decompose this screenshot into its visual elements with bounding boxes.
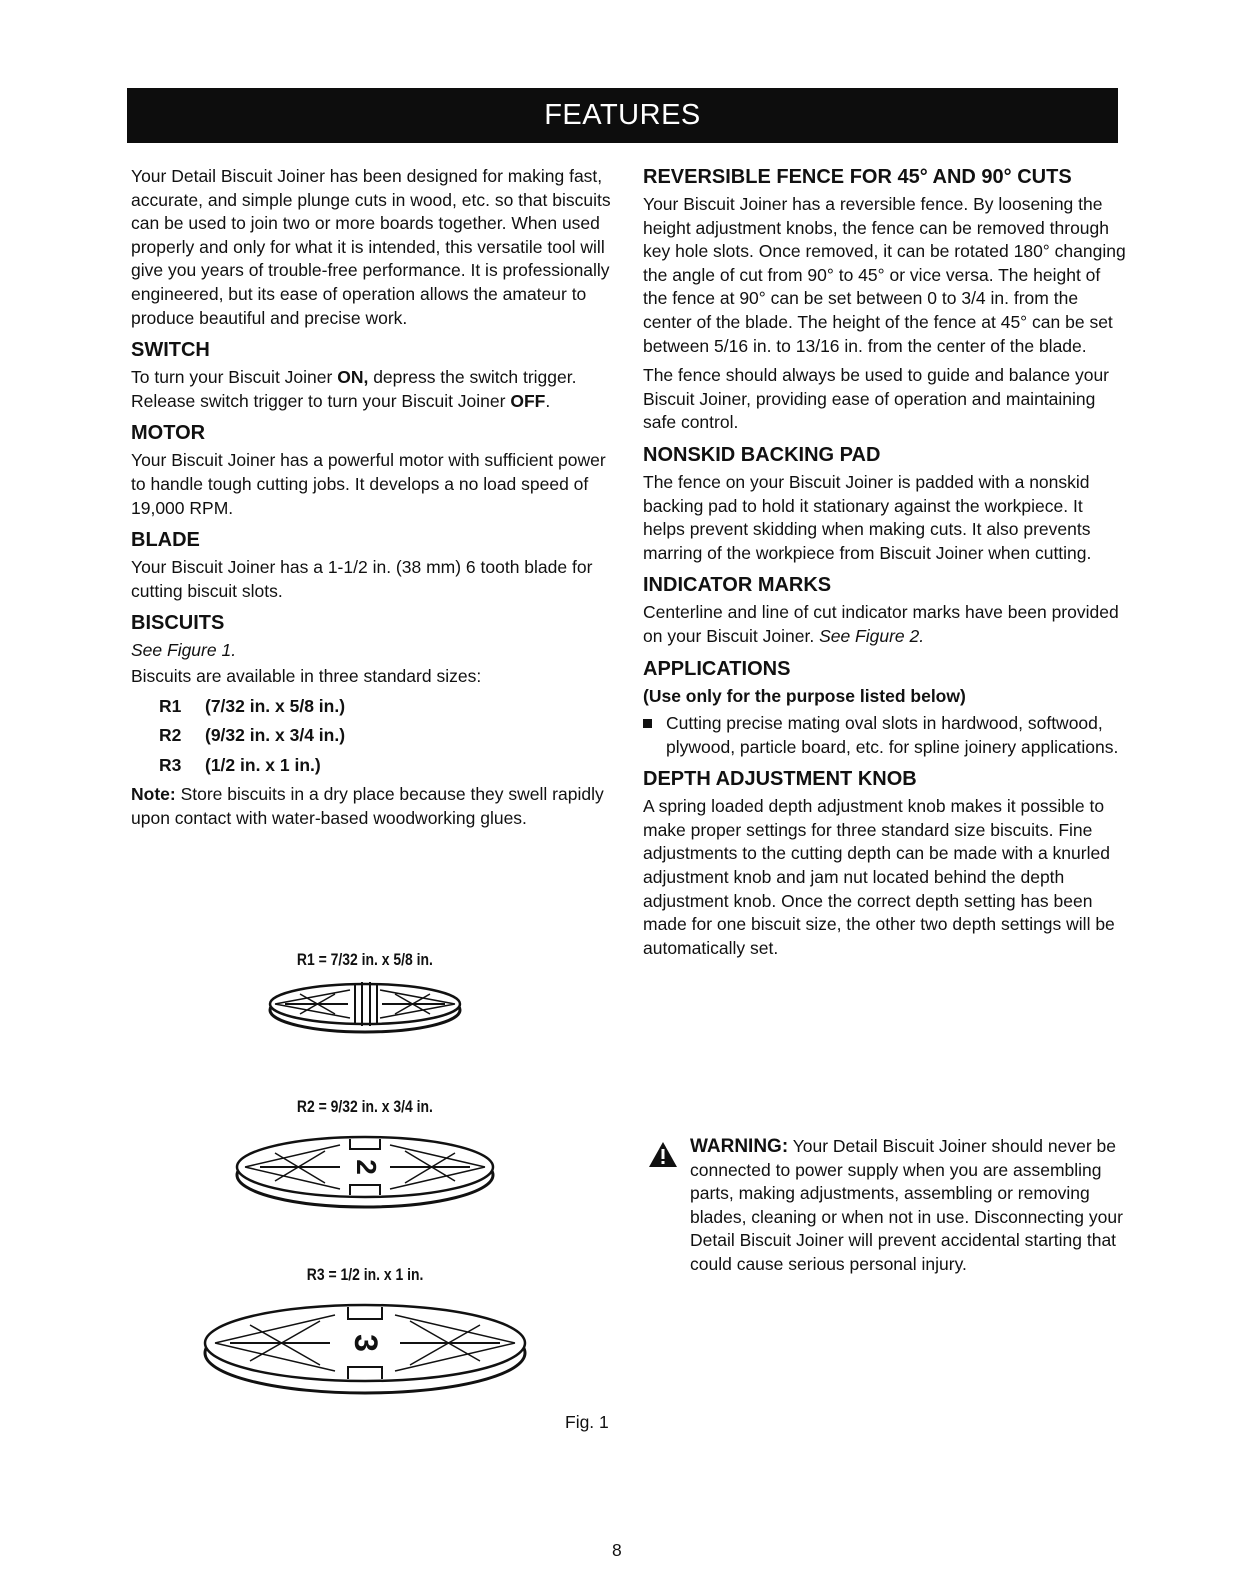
- nonskid-paragraph: The fence on your Biscuit Joiner is padded with a nonskid backing pad to hold it stationary against the workpiece. It helps prevent skidding when making cuts. It also prevents marring of the workpiece from Biscuit Joiner when cutting.: [643, 471, 1092, 563]
- intro-paragraph: Your Detail Biscuit Joiner has been designed for making fast, accurate, and simple plunge cuts in wood, etc. so that biscuits can be used to join two or more boards together. When used properly and only for what it is intended, this versatile tool will give you years of trouble-free performance. It is professionally engineered, but its ease of operation allows the amateur to produce beautiful and precise work.: [131, 166, 611, 328]
- applications-heading: APPLICATIONS: [643, 657, 791, 680]
- depth-paragraph: A spring loaded depth adjustment knob makes it possible to make proper settings for three standard size biscuits. Fine adjustments to the cutting depth can be made with a knurled adjustment knob and jam nut located behind the depth adjustment knob. Once the correct depth setting has been made for one biscuit size, the other two depth settings will be automatically set.: [643, 796, 1115, 958]
- biscuit-r1-illustration: [200, 970, 530, 1040]
- figure-caption-r1: R1 = 7/32 in. x 5/8 in.: [297, 950, 433, 969]
- switch-heading: SWITCH: [131, 339, 210, 362]
- features-banner: FEATURES: [127, 88, 1118, 143]
- list-item: R3 (1/2 in. x 1 in.): [159, 754, 321, 775]
- biscuits-see-figure: See Figure 1.: [131, 640, 237, 661]
- applications-bullet: Cutting precise mating oval slots in hardwood, softwood, plywood, particle board, etc. for spline joinery applications.: [643, 712, 1128, 759]
- nonskid-heading: NONSKID BACKING PAD: [643, 443, 881, 466]
- list-item: R1 (7/32 in. x 5/8 in.): [159, 695, 346, 716]
- figure-r3: [180, 1265, 550, 1410]
- list-item: R2 (9/32 in. x 3/4 in.): [159, 725, 346, 746]
- figure-caption-r3: R3 = 1/2 in. x 1 in.: [306, 1265, 424, 1284]
- fence-paragraph-2: The fence should always be used to guide and balance your Biscuit Joiner, providing ease of operation and maintaining safe control.: [643, 365, 1110, 433]
- biscuit-number-3: 3: [348, 1334, 384, 1352]
- figure-r1: [200, 950, 530, 1045]
- applications-subheading: (Use only for the purpose listed below): [643, 685, 966, 706]
- right-column: [643, 165, 1128, 966]
- page-number: 8: [612, 1540, 622, 1560]
- fence-heading: REVERSIBLE FENCE FOR 45° AND 90° CUTS: [643, 166, 1072, 188]
- figure-r2: [200, 1097, 530, 1222]
- biscuit-number-2: 2: [351, 1159, 382, 1175]
- blade-heading: BLADE: [131, 529, 200, 552]
- warning-block: [648, 1135, 1128, 1277]
- biscuit-sizes-list: [159, 695, 611, 778]
- biscuit-r2-illustration: [200, 1117, 530, 1217]
- blade-paragraph: Your Biscuit Joiner has a 1-1/2 in. (38 mm) 6 tooth blade for cutting biscuit slots.: [131, 557, 593, 601]
- motor-paragraph: Your Biscuit Joiner has a powerful motor with sufficient power to handle tough cutting jobs. It develops a no load speed of 19,000 RPM.: [131, 450, 606, 518]
- figure-label: Fig. 1: [565, 1412, 609, 1432]
- motor-heading: MOTOR: [131, 422, 206, 445]
- fence-paragraph-1: Your Biscuit Joiner has a reversible fence. By loosening the height adjustment knobs, the fence can be removed through key hole slots. Once removed, it can be rotated 180° changing the angle of cut from 90° to 45° or vice versa. The height of the fence at 90° can be set between 0 to 3/4 in. from the center of the blade. The height of the fence at 45° can be set between 5/16 in. to 13/16 in. from the center of the blade.: [643, 194, 1126, 356]
- figure-caption-r2: R2 = 9/32 in. x 3/4 in.: [297, 1097, 433, 1116]
- left-column: [131, 165, 611, 836]
- warning-triangle-icon: [648, 1141, 678, 1168]
- indicator-heading: INDICATOR MARKS: [643, 574, 832, 597]
- square-bullet-icon: [643, 719, 652, 728]
- switch-paragraph: To turn your Biscuit Joiner ON, depress the switch trigger. Release switch trigger to turn your Biscuit Joiner OFF.: [131, 367, 577, 411]
- indicator-paragraph: Centerline and line of cut indicator marks have been provided on your Biscuit Joiner. See Figure 2.: [643, 602, 1119, 646]
- warning-text: Your Detail Biscuit Joiner should never be connected to power supply when you are assembling parts, making adjustments, assembling or removing blades, cleaning or when not in use. Disconnecting your Detail Biscuit Joiner will prevent accidental starting that could cause serious personal injury.: [690, 1136, 1123, 1274]
- biscuit-r3-illustration: [180, 1285, 550, 1405]
- note-paragraph: Note: Store biscuits in a dry place because they swell rapidly upon contact with water-based woodworking glues.: [131, 784, 604, 828]
- depth-heading: DEPTH ADJUSTMENT KNOB: [643, 768, 917, 791]
- warning-label: WARNING:: [690, 1136, 789, 1157]
- biscuits-heading: BISCUITS: [131, 612, 225, 635]
- biscuits-intro: Biscuits are available in three standard sizes:: [131, 665, 482, 686]
